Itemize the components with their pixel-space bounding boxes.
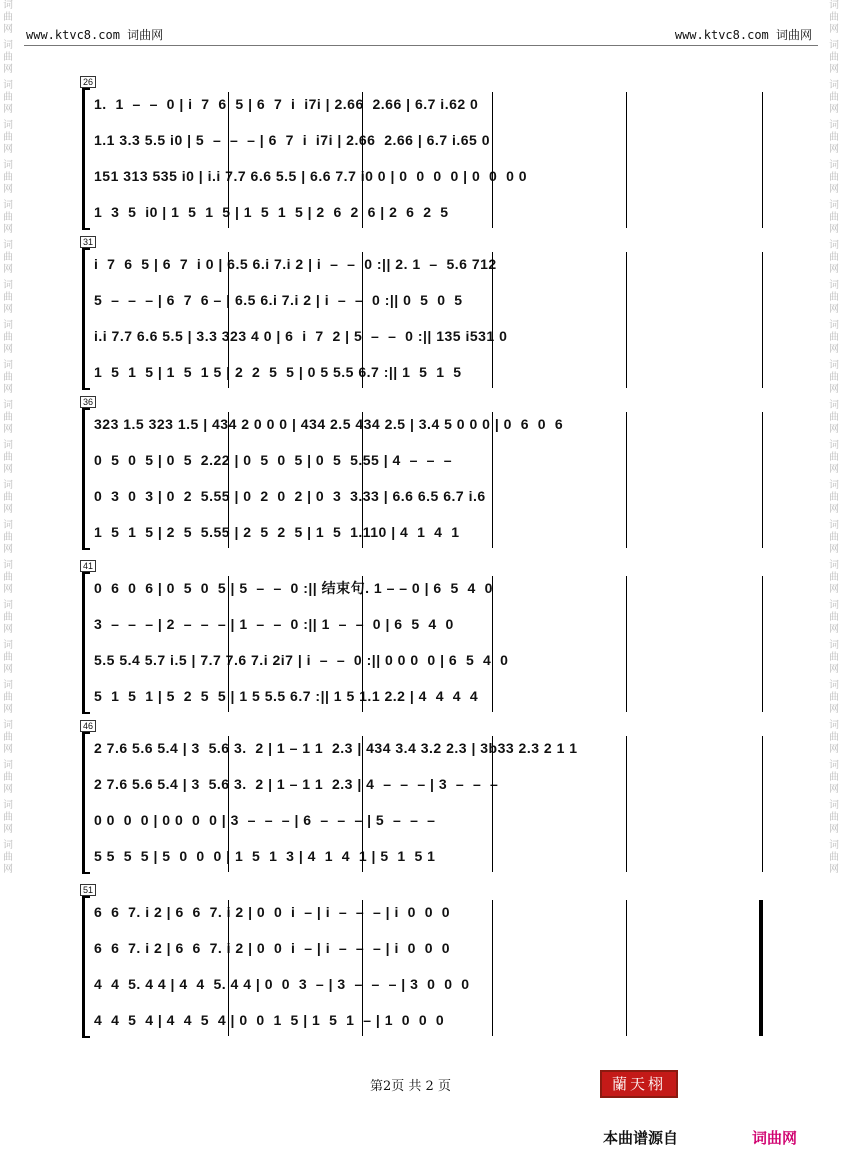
system-bracket (82, 732, 90, 874)
edge-watermark-text: 词曲网 (829, 440, 839, 475)
edge-watermark-text: 词曲网 (3, 520, 13, 555)
measure-number: 41 (80, 560, 96, 572)
left-edge-watermark (0, 0, 16, 1173)
right-edge-watermark (826, 0, 842, 1173)
edge-watermark-text: 词曲网 (3, 0, 13, 35)
edge-watermark-text: 词曲网 (829, 760, 839, 795)
edge-watermark-text: 词曲网 (3, 440, 13, 475)
edge-watermark-text: 词曲网 (829, 240, 839, 275)
system-bracket (82, 408, 90, 550)
edge-watermark-text: 词曲网 (829, 840, 839, 875)
page-number: 第2页 共 2 页 (370, 1079, 451, 1094)
edge-watermark-text: 词曲网 (829, 800, 839, 835)
edge-watermark-text: 词曲网 (3, 840, 13, 875)
edge-watermark-text: 词曲网 (3, 280, 13, 315)
system-bracket (82, 248, 90, 390)
system-bracket (82, 88, 90, 230)
edge-watermark-text: 词曲网 (3, 40, 13, 75)
notation-row: 1 5 1 5 | 1 5 1 5 | 2 2 5 5 | 0 5 5.5 6.7 :|| 1 5 1 5 (94, 364, 462, 380)
edge-watermark-text: 词曲网 (3, 600, 13, 635)
edge-watermark-text: 词曲网 (3, 480, 13, 515)
edge-watermark-text: 词曲网 (829, 600, 839, 635)
edge-watermark-text: 词曲网 (829, 720, 839, 755)
measure-number: 46 (80, 720, 96, 732)
header-rule (24, 45, 818, 46)
notation-row: 6 6 7. i 2 | 6 6 7. i 2 | 0 0 i – | i – – – | i 0 0 0 (94, 904, 451, 920)
notation-row: 151 313 535 i0 | i.i 7.7 6.6 5.5 | 6.6 7.7 i0 0 | 0 0 0 0 | 0 0 0 0 (94, 168, 528, 184)
notation-row: 4 4 5. 4 4 | 4 4 5. 4 4 | 0 0 3 – | 3 – – – | 3 0 0 0 (94, 976, 470, 992)
edge-watermark-text: 词曲网 (829, 560, 839, 595)
notation-row: 5 5 5 5 | 5 0 0 0 | 1 5 1 3 | 4 1 4 1 | 5 1 5 1 (94, 848, 436, 864)
edge-watermark-text: 词曲网 (829, 80, 839, 115)
score-system (80, 237, 762, 394)
site-header-right[interactable]: www.ktvc8.com 词曲网 (674, 28, 812, 42)
barline (762, 576, 763, 712)
edge-watermark-text: 词曲网 (3, 720, 13, 755)
notation-row: 0 3 0 3 | 0 2 5.55 | 0 2 0 2 | 0 3 3.33 | 6.6 6.5 6.7 i.6 (94, 488, 486, 504)
notation-row: 2 7.6 5.6 5.4 | 3 5.6 3. 2 | 1 – 1 1 2.3 | 4 – – – | 3 – – – (94, 776, 499, 792)
edge-watermark-text: 词曲网 (3, 800, 13, 835)
edge-watermark-text: 词曲网 (829, 0, 839, 35)
edge-watermark-text: 词曲网 (3, 760, 13, 795)
edge-watermark-text: 词曲网 (3, 640, 13, 675)
edge-watermark-text: 词曲网 (3, 200, 13, 235)
barline (762, 252, 763, 388)
measure-number: 26 (80, 76, 96, 88)
system-bracket (82, 572, 90, 714)
edge-watermark-text: 词曲网 (829, 640, 839, 675)
score-system (80, 721, 762, 878)
notation-row: 323 1.5 323 1.5 | 434 2 0 0 0 | 434 2.5 434 2.5 | 3.4 5 0 0 0 | 0 6 0 6 (94, 416, 564, 432)
edge-watermark-text: 词曲网 (829, 40, 839, 75)
score-system (80, 397, 762, 554)
edge-watermark-text: 词曲网 (3, 320, 13, 355)
barline (762, 412, 763, 548)
score-system (80, 561, 762, 718)
edge-watermark-text: 词曲网 (3, 680, 13, 715)
notation-row: 6 6 7. i 2 | 6 6 7. i 2 | 0 0 i – | i – – – | i 0 0 0 (94, 940, 451, 956)
score-system (80, 885, 762, 1042)
edge-watermark-text: 词曲网 (3, 240, 13, 275)
edge-watermark-text: 词曲网 (3, 160, 13, 195)
notation-row: 1.1 3.3 5.5 i0 | 5 – – – | 6 7 i i7i | 2.66 2.66 | 6.7 i.65 0 (94, 132, 491, 148)
edge-watermark-text: 词曲网 (829, 520, 839, 555)
seal-stamp: 蘭天栩 (600, 1070, 678, 1098)
edge-watermark-text: 词曲网 (829, 320, 839, 355)
edge-watermark-text: 词曲网 (3, 120, 13, 155)
measure-number: 51 (80, 884, 96, 896)
measure-number: 36 (80, 396, 96, 408)
edge-watermark-text: 词曲网 (3, 400, 13, 435)
barline (762, 736, 763, 872)
edge-watermark-text: 词曲网 (829, 280, 839, 315)
source-brand-link[interactable]: 词曲网 (752, 1130, 798, 1147)
edge-watermark-text: 词曲网 (3, 360, 13, 395)
edge-watermark-text: 词曲网 (829, 680, 839, 715)
measure-number: 31 (80, 236, 96, 248)
edge-watermark-text: 词曲网 (829, 160, 839, 195)
notation-row: 1. 1 – – 0 | i 7 6 5 | 6 7 i i7i | 2.66 2.66 | 6.7 i.62 0 (94, 96, 479, 112)
source-label: 本曲谱源自 (603, 1130, 679, 1147)
edge-watermark-text: 词曲网 (3, 80, 13, 115)
notation-row: 1 5 1 5 | 2 5 5.55 | 2 5 2 5 | 1 5 1.110 | 4 1 4 1 (94, 524, 460, 540)
notation-row: 4 4 5 4 | 4 4 5 4 | 0 0 1 5 | 1 5 1 – | 1 0 0 0 (94, 1012, 445, 1028)
notation-row: 0 0 0 0 | 0 0 0 0 | 3 – – – | 6 – – – | 5 – – – (94, 812, 436, 828)
notation-row: 5.5 5.4 5.7 i.5 | 7.7 7.6 7.i 2i7 | i – – 0 :|| 0 0 0 0 | 6 5 4 0 (94, 652, 509, 668)
notation-row: 3 – – – | 2 – – – | 1 – – 0 :|| 1 – – 0 | 6 5 4 0 (94, 616, 454, 632)
system-bracket (82, 896, 90, 1038)
notation-row: 1 3 5 i0 | 1 5 1 5 | 1 5 1 5 | 2 6 2 6 | 2 6 2 5 (94, 204, 449, 220)
notation-row: i.i 7.7 6.6 5.5 | 3.3 323 4 0 | 6 i 7 2 | 5 – – 0 :|| 135 i531 0 (94, 328, 508, 344)
barline (762, 900, 763, 1036)
edge-watermark-text: 词曲网 (829, 400, 839, 435)
score-system (80, 77, 762, 234)
edge-watermark-text: 词曲网 (829, 360, 839, 395)
edge-watermark-text: 词曲网 (829, 120, 839, 155)
edge-watermark-text: 词曲网 (829, 200, 839, 235)
site-header-left[interactable]: www.ktvc8.com 词曲网 (26, 28, 164, 42)
notation-row: 5 1 5 1 | 5 2 5 5 | 1 5 5.5 6.7 :|| 1 5 1.1 2.2 | 4 4 4 4 (94, 688, 479, 704)
notation-row: 2 7.6 5.6 5.4 | 3 5.6 3. 2 | 1 – 1 1 2.3 | 434 3.4 3.2 2.3 | 3b33 2.3 2 1 1 (94, 740, 578, 756)
barline (762, 92, 763, 228)
notation-row: i 7 6 5 | 6 7 i 0 | 6.5 6.i 7.i 2 | i – – 0 :|| 2. 1 – 5.6 712 (94, 256, 497, 272)
notation-row: 0 6 0 6 | 0 5 0 5 | 5 – – 0 :|| 结束句. 1 – – 0 | 6 5 4 0 (94, 580, 493, 596)
edge-watermark-text: 词曲网 (3, 560, 13, 595)
notation-row: 5 – – – | 6 7 6 – | 6.5 6.i 7.i 2 | i – – 0 :|| 0 5 0 5 (94, 292, 463, 308)
notation-row: 0 5 0 5 | 0 5 2.22 | 0 5 0 5 | 0 5 5.55 | 4 – – – (94, 452, 452, 468)
edge-watermark-text: 词曲网 (829, 480, 839, 515)
